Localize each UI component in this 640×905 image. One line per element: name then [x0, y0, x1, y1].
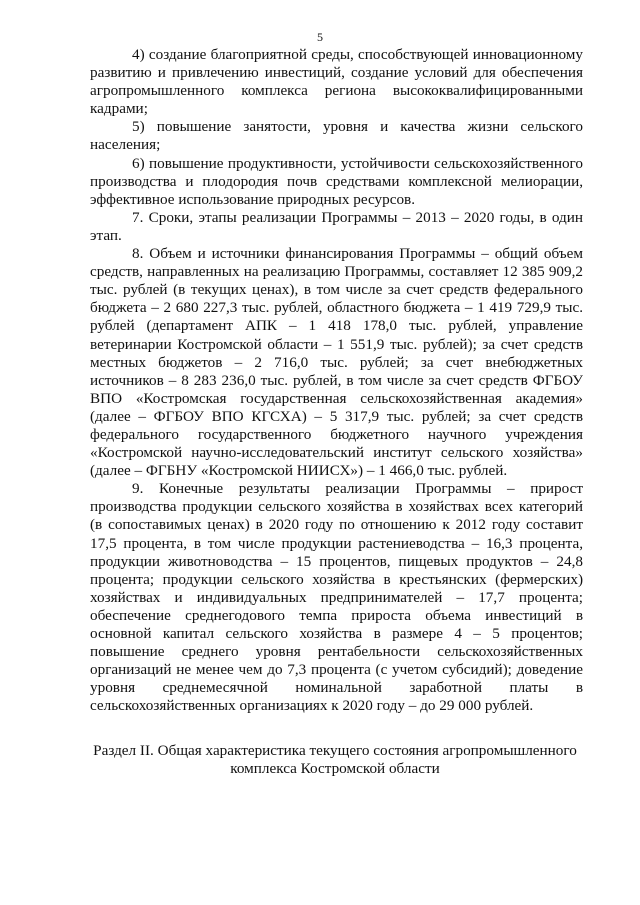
paragraph-funding: 8. Объем и источники финансирования Программы – общий объем средств, направленных на реализацию Программы, составляет 12 385 909,2 тыс. рублей (в текущих ценах), в том числе за счет средств федерального бюджета – 2 680 227,3 тыс. рублей, областного бюджета – 1 419 729,9 тыс. рублей (департамент АПК – 1 418 178,0 тыс. рублей, управление ветеринарии Костромской области – 1 551,9 тыс. рублей); за счет средств местных бюджетов – 2 716,0 тыс. рублей; за счет внебюджетных источников – 8 283 236,0 тыс. рублей, в том числе за счет средств ФГБОУ ВПО «Костромская государственная сельскохозяйственная академия» (далее – ФГБОУ ВПО КГСХА) – 5 317,9 тыс. рублей; за счет средств федерального государственного бюджетного научного учреждения «Костромской научно-исследовательский институт сельского хозяйства» (далее – ФГБНУ «Костромской НИИСХ») – 1 466,0 тыс. рублей.	[90, 245, 583, 480]
section-heading-line-1: Раздел II. Общая характеристика текущего состояния агропромышленного	[93, 742, 577, 759]
paragraph-goal-6: 6) повышение продуктивности, устойчивости сельскохозяйственного производства и плодородия почв средствами комплексной мелиорации, эффективное использование природных ресурсов.	[90, 154, 583, 208]
paragraph-results: 9. Конечные результаты реализации Программы – прирост производства продукции сельского хозяйства в хозяйствах всех категорий (в сопоставимых ценах) в 2020 году по отношению к 2012 году составит 17,5 процента, в том числе продукции растениеводства – 16,3 процента, продукции животноводства – 15 процентов, пищевых продуктов – 24,8 процента; продукции сельского хозяйства в крестьянских (фермерских) хозяйствах и индивидуальных предпринимателей – 17,7 процента; обеспечение среднегодового темпа прироста объема инвестиций в основной капитал сельского хозяйства в размере 4 – 5 процентов; повышение среднего уровня рентабельности сельскохозяйственных организаций не менее чем до 7,3 процента (с учетом субсидий); доведение уровня среднемесячной номинальной заработной платы в сельскохозяйственных организациях к 2020 году – до 29 000 рублей.	[90, 480, 583, 715]
page-number: 5	[317, 30, 323, 44]
paragraph-timeline: 7. Сроки, этапы реализации Программы – 2013 – 2020 годы, в один этап.	[90, 208, 583, 244]
section-heading-line-2: комплекса Костромской области	[230, 760, 440, 778]
paragraph-goal-5: 5) повышение занятости, уровня и качества жизни сельского населения;	[90, 118, 583, 154]
paragraph-goal-4: 4) создание благоприятной среды, способствующей инновационному развитию и привлечению инвестиций, создание условий для обеспечения агропромышленного комплекса региона высококвалифицированными кадрами;	[90, 46, 583, 118]
body-text	[90, 46, 583, 715]
section-heading	[70, 742, 600, 778]
